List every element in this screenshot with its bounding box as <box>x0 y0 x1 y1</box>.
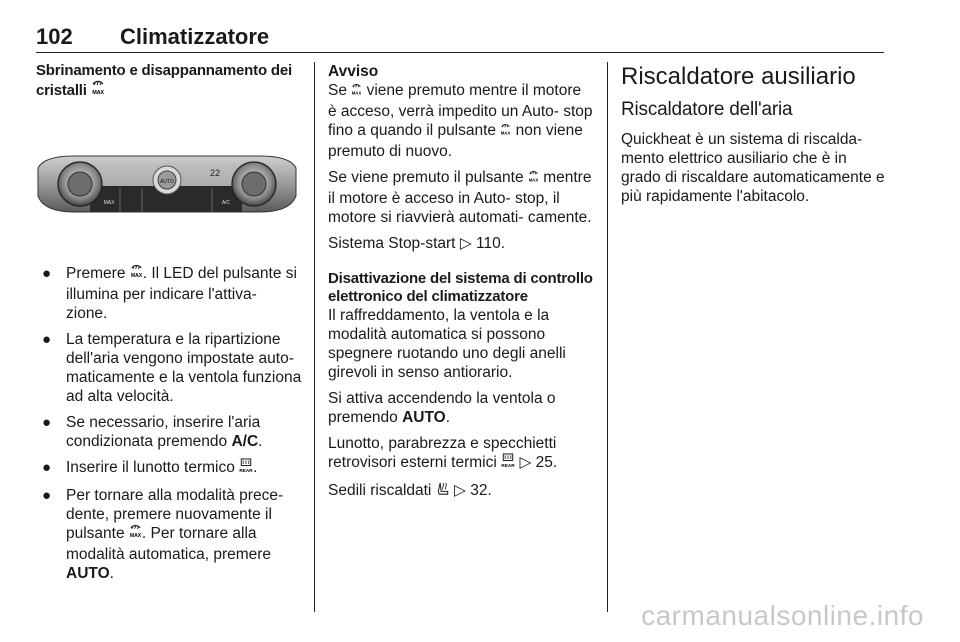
column-middle <box>328 62 594 509</box>
list-item: ● Premere MAX . Il LED del pulsante si illumina per indicare l'attiva- zione. <box>42 265 297 322</box>
rear-defrost-icon <box>239 458 253 479</box>
section-heading-defrost: Sbrinamento e disappannamento dei cristalli MAX <box>36 62 302 102</box>
watermark: carmanualsonline.info <box>641 600 924 631</box>
enable-paragraph: Si attiva accendendo la ventola o premendo AUTO. <box>328 390 556 426</box>
section-heading-disable: Disattivazione del sistema di controllo elettronico del climatizzatore <box>328 270 593 305</box>
svg-text:AUTO: AUTO <box>160 179 174 185</box>
heated-rear-reference: Lunotto, parabrezza e specchietti retrovisori esterni termici REAR ▷ 25. <box>328 434 594 474</box>
notice-paragraph-2: Se viene premuto il pulsante MAX mentre il motore è acceso in Auto- stop, il motore si riavvierà automati- camente. <box>328 169 592 226</box>
page-title: Climatizzatore <box>120 24 270 49</box>
bullet: ● <box>42 331 52 348</box>
column-divider-1 <box>314 62 315 612</box>
rear-defrost-icon <box>501 453 515 474</box>
defrost-max-icon <box>528 170 539 189</box>
bullet: ● <box>42 459 52 476</box>
reference-arrow-icon: ▷ <box>459 235 472 252</box>
notice-paragraph-1: Se MAX viene premuto mentre il motore è acceso, verrà impedito un Auto- stop fino a quando il pulsante MAX non viene premuto di nuovo. <box>328 82 593 160</box>
defrost-max-icon <box>91 80 105 102</box>
defrost-max-icon <box>500 123 511 142</box>
heated-seat-icon <box>436 481 450 502</box>
svg-text:MAX: MAX <box>501 130 511 136</box>
section-title-auxiliary-heater: Riscaldatore ausiliario <box>621 63 856 90</box>
list-item: ● Se necessario, inserire l'aria condizionata premendo A/C. <box>42 414 263 450</box>
list-item: ● Per tornare alla modalità prece- dente, premere nuovamente il pulsante MAX . Per tornare alla modalità automatica, premere AUTO. <box>42 487 284 582</box>
svg-text:MAX: MAX <box>351 90 362 96</box>
defrost-steps-list <box>36 264 302 583</box>
svg-text:22: 22 <box>210 168 221 178</box>
bullet: ● <box>42 487 52 504</box>
svg-text:A/C: A/C <box>221 200 231 206</box>
list-item: ● La temperatura e la ripartizione dell'aria vengono impostate auto- maticamente e la ventola funziona ad alta velocità. <box>42 331 302 405</box>
subsection-title-air-heater: Riscaldatore dell'aria <box>621 99 793 120</box>
notice-label: Avviso <box>328 63 379 80</box>
disable-paragraph: Il raffreddamento, la ventola e la modalità automatica si possono spegnere ruotando uno degli anelli girevoli in senso antiorario. <box>328 307 566 381</box>
page-reference-link[interactable]: 25. <box>535 454 558 471</box>
page-reference-link[interactable]: 32. <box>470 482 492 499</box>
svg-text:MAX: MAX <box>130 273 142 280</box>
reference-arrow-icon: ▷ <box>454 482 466 499</box>
svg-text:REAR: REAR <box>501 463 515 469</box>
defrost-max-icon <box>130 264 143 285</box>
defrost-max-icon <box>351 83 362 102</box>
climate-panel-image <box>34 146 300 226</box>
column-left <box>36 62 302 590</box>
heated-seats-reference: Sedili riscaldati ▷ 32. <box>328 481 594 502</box>
svg-text:MAX: MAX <box>129 533 142 540</box>
svg-text:MAX: MAX <box>103 200 115 206</box>
svg-text:REAR: REAR <box>239 468 253 474</box>
bullet: ● <box>42 265 52 282</box>
column-right <box>621 62 887 213</box>
list-item: ● Inserire il lunotto termico REAR . <box>36 458 302 479</box>
reference-arrow-icon: ▷ <box>519 454 532 471</box>
stopstart-reference: Sistema Stop-start ▷ 110. <box>328 235 506 252</box>
air-heater-paragraph: Quickheat è un sistema di riscalda- mento elettrico ausiliario che è in grado di riscaldare automaticamente e più rapidamente l'abitacolo. <box>621 131 885 205</box>
svg-text:MAX: MAX <box>528 177 539 183</box>
page-header <box>36 24 884 53</box>
page-reference-link[interactable]: 110. <box>476 235 506 252</box>
page-number: 102 <box>36 24 73 49</box>
column-divider-2 <box>607 62 608 612</box>
defrost-max-icon <box>129 524 142 545</box>
svg-text:MAX: MAX <box>91 90 104 96</box>
bullet: ● <box>42 414 52 431</box>
